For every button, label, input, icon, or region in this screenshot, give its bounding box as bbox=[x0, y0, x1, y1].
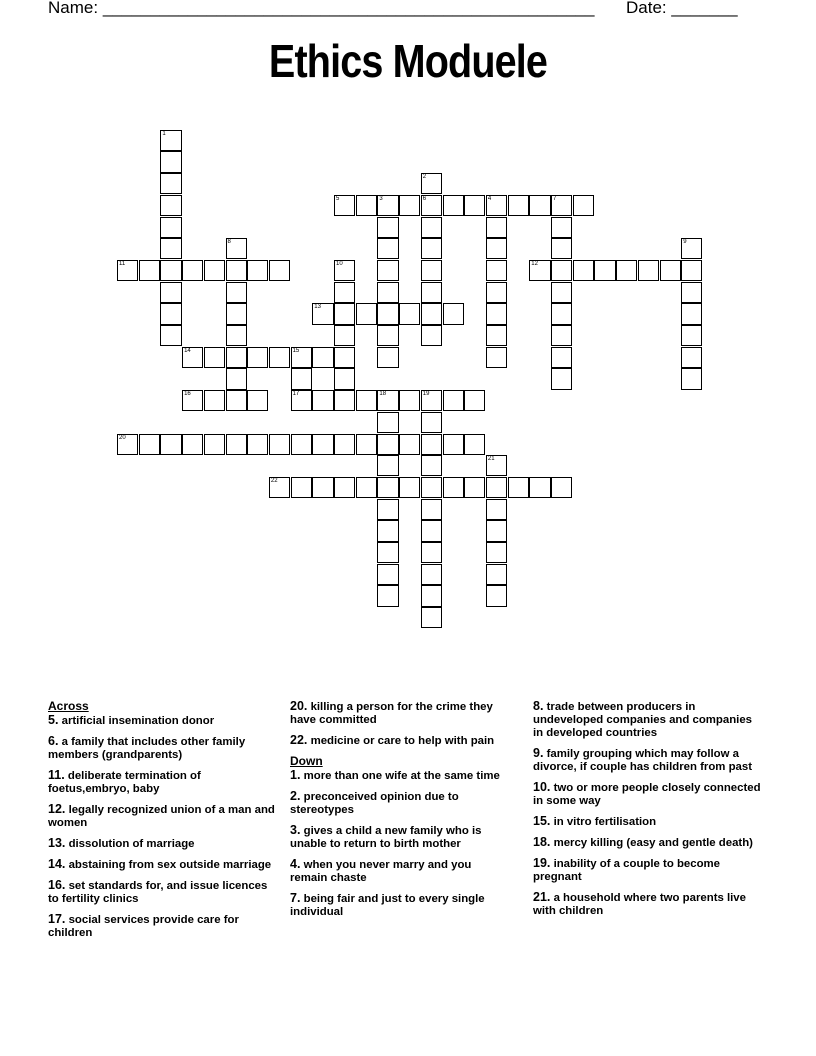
crossword-cell[interactable] bbox=[312, 390, 333, 411]
crossword-cell[interactable] bbox=[334, 195, 355, 216]
crossword-cell[interactable] bbox=[421, 217, 442, 238]
crossword-cell[interactable] bbox=[421, 520, 442, 541]
clue-number: 4 bbox=[487, 195, 492, 202]
crossword-cell[interactable] bbox=[443, 303, 464, 324]
crossword-cell[interactable] bbox=[681, 238, 702, 259]
clue-item bbox=[48, 879, 276, 906]
crossword-cell[interactable] bbox=[421, 412, 442, 433]
crossword-cell[interactable] bbox=[443, 477, 464, 498]
clue-item-number: 14. bbox=[48, 857, 66, 871]
crossword-cell[interactable] bbox=[421, 585, 442, 606]
clue-item bbox=[48, 714, 276, 728]
clue-item bbox=[533, 700, 763, 740]
clue-item-text: a family that includes other family members (grandparents) bbox=[48, 736, 246, 761]
clue-item-text: dissolution of marriage bbox=[68, 838, 195, 850]
name-label: Name: bbox=[48, 0, 99, 17]
crossword-cell[interactable] bbox=[377, 585, 398, 606]
crossword-cell[interactable] bbox=[464, 477, 485, 498]
crossword-cell[interactable] bbox=[529, 195, 550, 216]
crossword-cell[interactable] bbox=[399, 195, 420, 216]
crossword-cell[interactable] bbox=[334, 368, 355, 389]
clue-number: 15 bbox=[292, 347, 300, 354]
clue-item-text: being fair and just to every single individual bbox=[290, 893, 485, 918]
crossword-cell[interactable] bbox=[356, 195, 377, 216]
clue-number: 21 bbox=[487, 456, 495, 463]
clue-item-number: 21. bbox=[533, 890, 551, 904]
crossword-cell[interactable] bbox=[334, 477, 355, 498]
clue-item bbox=[290, 790, 508, 817]
crossword-cell[interactable] bbox=[269, 260, 290, 281]
clue-item bbox=[48, 913, 276, 940]
crossword-cell[interactable] bbox=[226, 282, 247, 303]
name-line[interactable]: ____________________________________________________ bbox=[102, 0, 595, 17]
clue-item-text: two or more people closely connected in some way bbox=[533, 782, 761, 807]
crossword-cell[interactable] bbox=[139, 260, 160, 281]
date-field[interactable] bbox=[626, 0, 738, 18]
crossword-cell[interactable] bbox=[247, 347, 268, 368]
crossword-cell[interactable] bbox=[356, 390, 377, 411]
clue-number: 16 bbox=[184, 391, 191, 398]
crossword-cell[interactable] bbox=[421, 173, 442, 194]
crossword-cell[interactable] bbox=[312, 303, 333, 324]
clue-number: 22 bbox=[270, 477, 278, 484]
crossword-cell[interactable] bbox=[356, 303, 377, 324]
crossword-cell[interactable] bbox=[508, 477, 529, 498]
clue-item-text: social services provide care for children bbox=[48, 914, 239, 939]
crossword-cell[interactable] bbox=[226, 238, 247, 259]
clue-number: 20 bbox=[119, 434, 126, 441]
crossword-cell[interactable] bbox=[399, 477, 420, 498]
crossword-cell[interactable] bbox=[486, 347, 507, 368]
crossword-cell[interactable] bbox=[377, 564, 398, 585]
crossword-cell[interactable] bbox=[182, 347, 203, 368]
clue-item-number: 1. bbox=[290, 768, 301, 782]
clue-number: 11 bbox=[119, 260, 126, 267]
crossword-cell[interactable] bbox=[421, 542, 442, 563]
clue-item bbox=[533, 857, 763, 884]
clue-item-text: family grouping which may follow a divorce, if couple has children from past bbox=[533, 748, 753, 773]
clue-number: 17 bbox=[292, 391, 300, 398]
crossword-cell[interactable] bbox=[486, 260, 507, 281]
crossword-cell[interactable] bbox=[464, 390, 485, 411]
crossword-cell[interactable] bbox=[377, 390, 398, 411]
clue-item-number: 15. bbox=[533, 814, 551, 828]
clue-item bbox=[533, 891, 763, 918]
crossword-cell[interactable] bbox=[529, 260, 550, 281]
crossword-cell[interactable] bbox=[247, 260, 268, 281]
crossword-cell[interactable] bbox=[486, 325, 507, 346]
crossword-cell[interactable] bbox=[247, 390, 268, 411]
clue-item bbox=[48, 769, 276, 796]
crossword-cell[interactable] bbox=[594, 260, 615, 281]
across-heading: Across bbox=[48, 699, 89, 713]
crossword-cell[interactable] bbox=[551, 282, 572, 303]
crossword-cell[interactable] bbox=[551, 217, 572, 238]
clue-item bbox=[290, 769, 508, 783]
clue-item-text: a household where two parents live with children bbox=[533, 892, 746, 917]
crossword-cell[interactable] bbox=[681, 347, 702, 368]
clue-number: 8 bbox=[227, 239, 231, 246]
clue-item-number: 8. bbox=[533, 699, 544, 713]
crossword-cell[interactable] bbox=[356, 434, 377, 455]
crossword-cell[interactable] bbox=[160, 130, 181, 151]
crossword-cell[interactable] bbox=[508, 195, 529, 216]
clue-item-text: legally recognized union of a man and women bbox=[48, 804, 275, 829]
crossword-cell[interactable] bbox=[551, 325, 572, 346]
clue-item-number: 5. bbox=[48, 713, 59, 727]
crossword-cell[interactable] bbox=[160, 151, 181, 172]
clue-item bbox=[290, 858, 508, 885]
crossword-cell[interactable] bbox=[291, 434, 312, 455]
crossword-cell[interactable] bbox=[356, 477, 377, 498]
crossword-cell[interactable] bbox=[464, 195, 485, 216]
crossword-cell[interactable] bbox=[421, 499, 442, 520]
clue-item-text: deliberate termination of foetus,embryo, baby bbox=[48, 770, 201, 795]
crossword-cell[interactable] bbox=[377, 260, 398, 281]
crossword-cell[interactable] bbox=[681, 282, 702, 303]
crossword-cell[interactable] bbox=[486, 217, 507, 238]
crossword-cell[interactable] bbox=[421, 390, 442, 411]
crossword-cell[interactable] bbox=[291, 368, 312, 389]
crossword-cell[interactable] bbox=[421, 607, 442, 628]
clue-number: 12 bbox=[531, 260, 538, 267]
crossword-cell[interactable] bbox=[334, 325, 355, 346]
clue-item bbox=[48, 837, 276, 851]
clue-item bbox=[290, 824, 508, 851]
clue-item-text: abstaining from sex outside marriage bbox=[68, 859, 272, 871]
clue-item-number: 22. bbox=[290, 733, 308, 747]
crossword-cell[interactable] bbox=[681, 260, 702, 281]
crossword-cell[interactable] bbox=[269, 434, 290, 455]
clue-item-text: gives a child a new family who is unable to return to birth mother bbox=[290, 825, 482, 850]
clue-item-number: 9. bbox=[533, 746, 544, 760]
crossword-cell[interactable] bbox=[486, 238, 507, 259]
crossword-cell[interactable] bbox=[247, 434, 268, 455]
clue-item-number: 2. bbox=[290, 789, 301, 803]
crossword-cell[interactable] bbox=[291, 347, 312, 368]
crossword-cell[interactable] bbox=[377, 477, 398, 498]
crossword-cell[interactable] bbox=[486, 564, 507, 585]
clue-item-number: 11. bbox=[48, 768, 65, 782]
clue-item bbox=[290, 700, 508, 727]
clue-number: 1 bbox=[162, 130, 166, 137]
clue-item-text: mercy killing (easy and gentle death) bbox=[553, 837, 753, 849]
crossword-cell[interactable] bbox=[334, 282, 355, 303]
clue-item bbox=[533, 815, 763, 829]
crossword-cell[interactable] bbox=[399, 390, 420, 411]
crossword-cell[interactable] bbox=[291, 390, 312, 411]
crossword-cell[interactable] bbox=[182, 434, 203, 455]
crossword-cell[interactable] bbox=[681, 325, 702, 346]
crossword-cell[interactable] bbox=[226, 303, 247, 324]
clues-column-3 bbox=[533, 700, 763, 925]
clue-item-text: preconceived opinion due to stereotypes bbox=[290, 791, 459, 816]
crossword-cell[interactable] bbox=[421, 303, 442, 324]
clue-item-number: 19. bbox=[533, 856, 551, 870]
crossword-cell[interactable] bbox=[226, 260, 247, 281]
date-line[interactable]: _______ bbox=[671, 0, 738, 17]
clue-item-text: set standards for, and issue licences to fertility clinics bbox=[48, 880, 268, 905]
crossword-cell[interactable] bbox=[443, 390, 464, 411]
crossword-cell[interactable] bbox=[204, 260, 225, 281]
crossword-cell[interactable] bbox=[334, 347, 355, 368]
clue-number: 10 bbox=[336, 260, 343, 267]
clue-number: 3 bbox=[379, 195, 383, 202]
clue-number: 2 bbox=[422, 174, 427, 181]
crossword-cell[interactable] bbox=[160, 303, 181, 324]
crossword-cell[interactable] bbox=[421, 260, 442, 281]
crossword-cell[interactable] bbox=[486, 303, 507, 324]
crossword-cell[interactable] bbox=[139, 434, 160, 455]
crossword-cell[interactable] bbox=[486, 455, 507, 476]
clue-item-text: when you never marry and you remain chaste bbox=[290, 859, 472, 884]
clue-item bbox=[290, 892, 508, 919]
crossword-cell[interactable] bbox=[421, 564, 442, 585]
crossword-cell[interactable] bbox=[117, 434, 138, 455]
crossword-cell[interactable] bbox=[226, 434, 247, 455]
crossword-cell[interactable] bbox=[486, 282, 507, 303]
crossword-cell[interactable] bbox=[486, 542, 507, 563]
crossword-cell[interactable] bbox=[377, 303, 398, 324]
clue-item-number: 7. bbox=[290, 891, 301, 905]
crossword-cell[interactable] bbox=[529, 477, 550, 498]
crossword-cell[interactable] bbox=[160, 282, 181, 303]
crossword-cell[interactable] bbox=[160, 173, 181, 194]
crossword-cell[interactable] bbox=[182, 390, 203, 411]
clue-item-number: 20. bbox=[290, 699, 308, 713]
crossword-cell[interactable] bbox=[616, 260, 637, 281]
crossword-cell[interactable] bbox=[377, 217, 398, 238]
clue-number: 5 bbox=[336, 195, 340, 202]
clue-item bbox=[533, 781, 763, 808]
crossword-cell[interactable] bbox=[377, 499, 398, 520]
crossword-cell[interactable] bbox=[160, 195, 181, 216]
crossword-cell[interactable] bbox=[160, 260, 181, 281]
crossword-cell[interactable] bbox=[486, 499, 507, 520]
crossword-cell[interactable] bbox=[377, 325, 398, 346]
clue-item bbox=[533, 836, 763, 850]
page-title: Ethics Moduele bbox=[268, 35, 548, 87]
crossword-cell[interactable] bbox=[312, 347, 333, 368]
crossword-cell[interactable] bbox=[464, 434, 485, 455]
crossword-cell[interactable] bbox=[486, 195, 507, 216]
clue-item-text: medicine or care to help with pain bbox=[310, 735, 495, 747]
clue-item-text: more than one wife at the same time bbox=[303, 770, 500, 782]
crossword-cell[interactable] bbox=[443, 434, 464, 455]
crossword-cell[interactable] bbox=[551, 303, 572, 324]
clue-item bbox=[48, 735, 276, 762]
crossword-cell[interactable] bbox=[377, 520, 398, 541]
crossword-cell[interactable] bbox=[551, 195, 572, 216]
clue-item-number: 6. bbox=[48, 734, 59, 748]
crossword-cell[interactable] bbox=[551, 238, 572, 259]
clue-item-text: inability of a couple to become pregnant bbox=[533, 858, 721, 883]
crossword-cell[interactable] bbox=[377, 347, 398, 368]
crossword-cell[interactable] bbox=[421, 455, 442, 476]
clue-number: 14 bbox=[184, 347, 191, 354]
clue-item-number: 17. bbox=[48, 912, 66, 926]
crossword-cell[interactable] bbox=[681, 368, 702, 389]
crossword-cell[interactable] bbox=[204, 347, 225, 368]
down-heading: Down bbox=[290, 754, 323, 768]
clue-item-number: 10. bbox=[533, 780, 551, 794]
clues-column-1 bbox=[48, 700, 276, 947]
clue-item bbox=[48, 803, 276, 830]
date-label: Date: bbox=[626, 0, 667, 17]
crossword-cell[interactable] bbox=[377, 282, 398, 303]
crossword-cell[interactable] bbox=[638, 260, 659, 281]
crossword-cell[interactable] bbox=[486, 477, 507, 498]
crossword-cell[interactable] bbox=[312, 434, 333, 455]
clue-number: 18 bbox=[379, 391, 387, 398]
crossword-cell[interactable] bbox=[334, 260, 355, 281]
clue-number: 9 bbox=[683, 239, 687, 246]
crossword-cell[interactable] bbox=[551, 477, 572, 498]
crossword-cell[interactable] bbox=[377, 434, 398, 455]
crossword-cell[interactable] bbox=[443, 195, 464, 216]
crossword-cell[interactable] bbox=[269, 477, 290, 498]
crossword-cell[interactable] bbox=[421, 195, 442, 216]
crossword-cell[interactable] bbox=[160, 238, 181, 259]
crossword-cell[interactable] bbox=[377, 455, 398, 476]
clue-item-number: 4. bbox=[290, 857, 301, 871]
name-field[interactable] bbox=[48, 0, 594, 18]
crossword-cell[interactable] bbox=[334, 390, 355, 411]
clue-item-number: 18. bbox=[533, 835, 551, 849]
clue-item-number: 13. bbox=[48, 836, 66, 850]
crossword-cell[interactable] bbox=[334, 434, 355, 455]
clue-item-text: killing a person for the crime they have committed bbox=[290, 701, 493, 726]
crossword-cell[interactable] bbox=[160, 434, 181, 455]
crossword-cell[interactable] bbox=[377, 542, 398, 563]
crossword-cell[interactable] bbox=[573, 260, 594, 281]
crossword-cell[interactable] bbox=[551, 347, 572, 368]
crossword-cell[interactable] bbox=[312, 477, 333, 498]
clue-item bbox=[48, 858, 276, 872]
crossword-cell[interactable] bbox=[573, 195, 594, 216]
crossword-cell[interactable] bbox=[334, 303, 355, 324]
crossword-cell[interactable] bbox=[421, 477, 442, 498]
clue-item-text: trade between producers in undeveloped companies and companies in developed countries bbox=[533, 701, 753, 739]
clue-item-number: 16. bbox=[48, 878, 66, 892]
crossword-cell[interactable] bbox=[226, 347, 247, 368]
crossword-cell[interactable] bbox=[486, 585, 507, 606]
crossword-cell[interactable] bbox=[421, 434, 442, 455]
crossword-cell[interactable] bbox=[160, 217, 181, 238]
clue-item bbox=[533, 747, 763, 774]
crossword-cell[interactable] bbox=[226, 325, 247, 346]
crossword-cell[interactable] bbox=[551, 368, 572, 389]
clue-item-number: 3. bbox=[290, 823, 301, 837]
crossword-cell[interactable] bbox=[421, 325, 442, 346]
crossword-cell[interactable] bbox=[291, 477, 312, 498]
clue-item-number: 12. bbox=[48, 802, 66, 816]
crossword-cell[interactable] bbox=[421, 238, 442, 259]
crossword-cell[interactable] bbox=[377, 195, 398, 216]
crossword-cell[interactable] bbox=[226, 390, 247, 411]
crossword-cell[interactable] bbox=[226, 368, 247, 389]
crossword-cell[interactable] bbox=[399, 434, 420, 455]
clue-item-text: artificial insemination donor bbox=[61, 715, 215, 727]
crossword-cell[interactable] bbox=[421, 282, 442, 303]
clues-column-2 bbox=[290, 700, 508, 926]
crossword-cell[interactable] bbox=[399, 303, 420, 324]
clue-number: 6 bbox=[422, 195, 427, 202]
crossword-cell[interactable] bbox=[660, 260, 681, 281]
crossword-cell[interactable] bbox=[117, 260, 138, 281]
crossword-cell[interactable] bbox=[182, 260, 203, 281]
crossword-cell[interactable] bbox=[377, 412, 398, 433]
clue-number: 19 bbox=[422, 391, 430, 398]
clue-item bbox=[290, 734, 508, 748]
crossword-cell[interactable] bbox=[269, 347, 290, 368]
clue-item-text: in vitro fertilisation bbox=[553, 816, 657, 828]
crossword-cell[interactable] bbox=[204, 434, 225, 455]
crossword-cell[interactable] bbox=[377, 238, 398, 259]
clue-number: 7 bbox=[553, 195, 557, 202]
crossword-cell[interactable] bbox=[551, 260, 572, 281]
crossword-cell[interactable] bbox=[160, 325, 181, 346]
clue-number: 13 bbox=[314, 304, 321, 311]
crossword-cell[interactable] bbox=[204, 390, 225, 411]
crossword-cell[interactable] bbox=[486, 520, 507, 541]
crossword-cell[interactable] bbox=[681, 303, 702, 324]
